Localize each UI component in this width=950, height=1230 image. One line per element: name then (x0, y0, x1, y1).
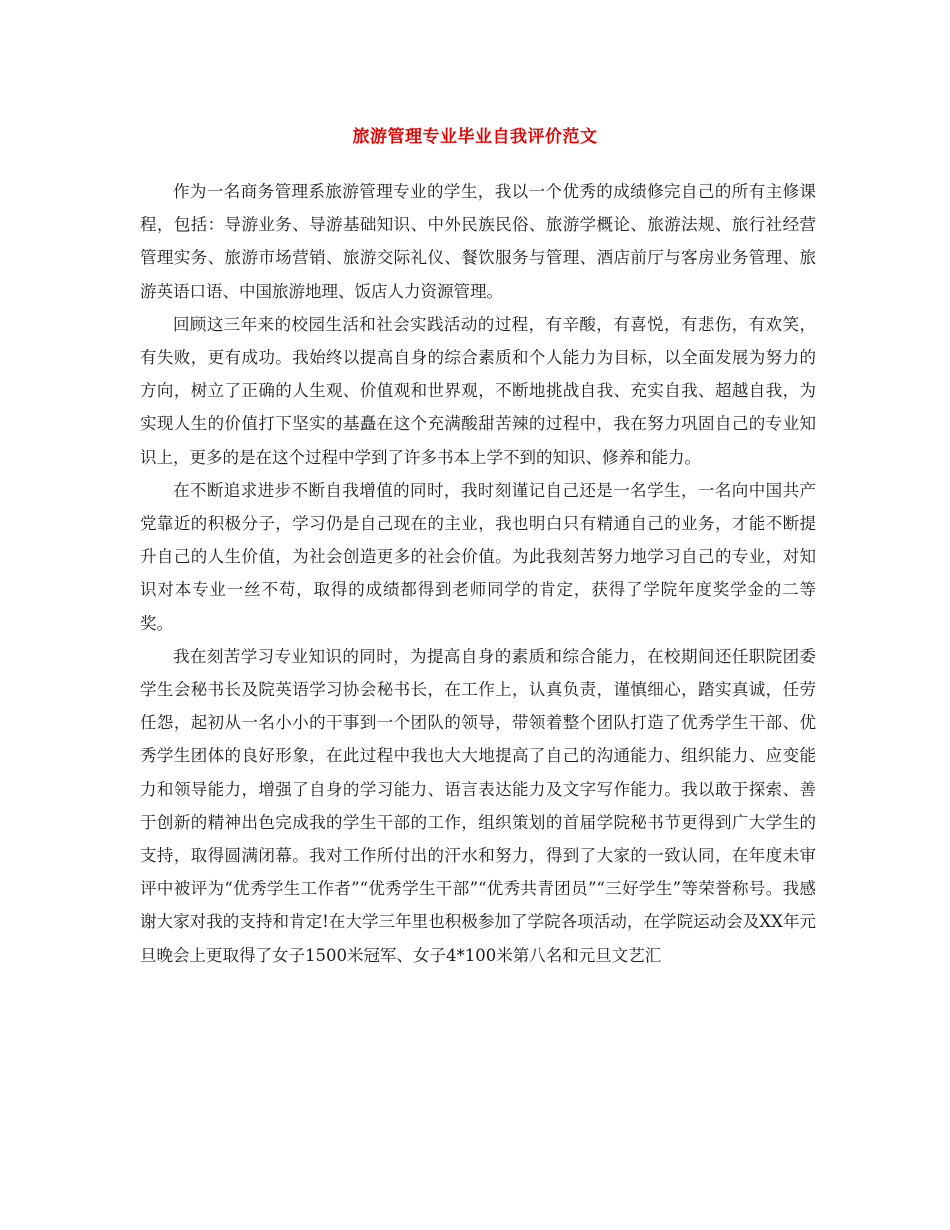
paragraph-student-work: 我在刻苦学习专业知识的同时，为提高自身的素质和综合能力，在校期间还任职院团委学生会秘书长及院英语学习协会秘书长，在工作上，认真负责，谨慎细心，踏实真诚，任劳任怨，起初从一名小小的干事到一个团队的领导，带领着整个团队打造了优秀学生干部、优秀学生团体的良好形象，在此过程中我也大大地提高了自己的沟通能力、组织能力、应变能力和领导能力，增强了自身的学习能力、语言表达能力及文字写作能力。我以敢于探索、善于创新的精神出色完成我的学生干部的工作，组织策划的首届学院秘书节更得到广大学生的支持，取得圆满闭幕。我对工作所付出的汗水和努力，得到了大家的一致认同，在年度未审评中被评为“优秀学生工作者”“优秀学生干部”“优秀共青团员”“三好学生”等荣誉称号。我感谢大家对我的支持和肯定!在大学三年里也积极参加了学院各项活动，在学院运动会及XX年元旦晚会上更取得了女子1500米冠军、女子4*100米第八名和元旦文艺汇 (140, 646, 816, 965)
paragraph-academic-progress: 在不断追求进步不断自我增值的同时，我时刻谨记自己还是一名学生，一名向中国共产党靠近的积极分子，学习仍是自己现在的主业，我也明白只有精通自己的业务，才能不断提升自己的人生价值，为社会创造更多的社会价值。为此我刻苦努力地学习自己的专业，对知识对本专业一丝不苟，取得的成绩都得到老师同学的肯定，获得了学院年度奖学金的二等奖。 (140, 480, 816, 633)
document-title: 旅游管理专业毕业自我评价范文 (352, 127, 598, 147)
paragraph-course-summary: 作为一名商务管理系旅游管理专业的学生，我以一个优秀的成绩修完自己的所有主修课程，包括：导游业务、导游基础知识、中外民族民俗、旅游学概论、旅游法规、旅行社经营管理实务、旅游市场营销、旅游交际礼仪、餐饮服务与管理、酒店前厅与客房业务管理、旅游英语口语、中国旅游地理、饭店人力资源管理。 (140, 182, 816, 301)
paragraph-campus-life-review: 回顾这三年来的校园生活和社会实践活动的过程，有辛酸，有喜悦，有悲伤，有欢笑，有失败，更有成功。我始终以提高自身的综合素质和个人能力为目标，以全面发展为努力的方向，树立了正确的人生观、价值观和世界观，不断地挑战自我、充实自我、超越自我，为实现人生的价值打下坚实的基矗在这个充满酸甜苦辣的过程中，我在努力巩固自己的专业知识上，更多的是在这个过程中学到了许多书本上学不到的知识、修养和能力。 (140, 314, 816, 467)
document-body (140, 175, 816, 972)
